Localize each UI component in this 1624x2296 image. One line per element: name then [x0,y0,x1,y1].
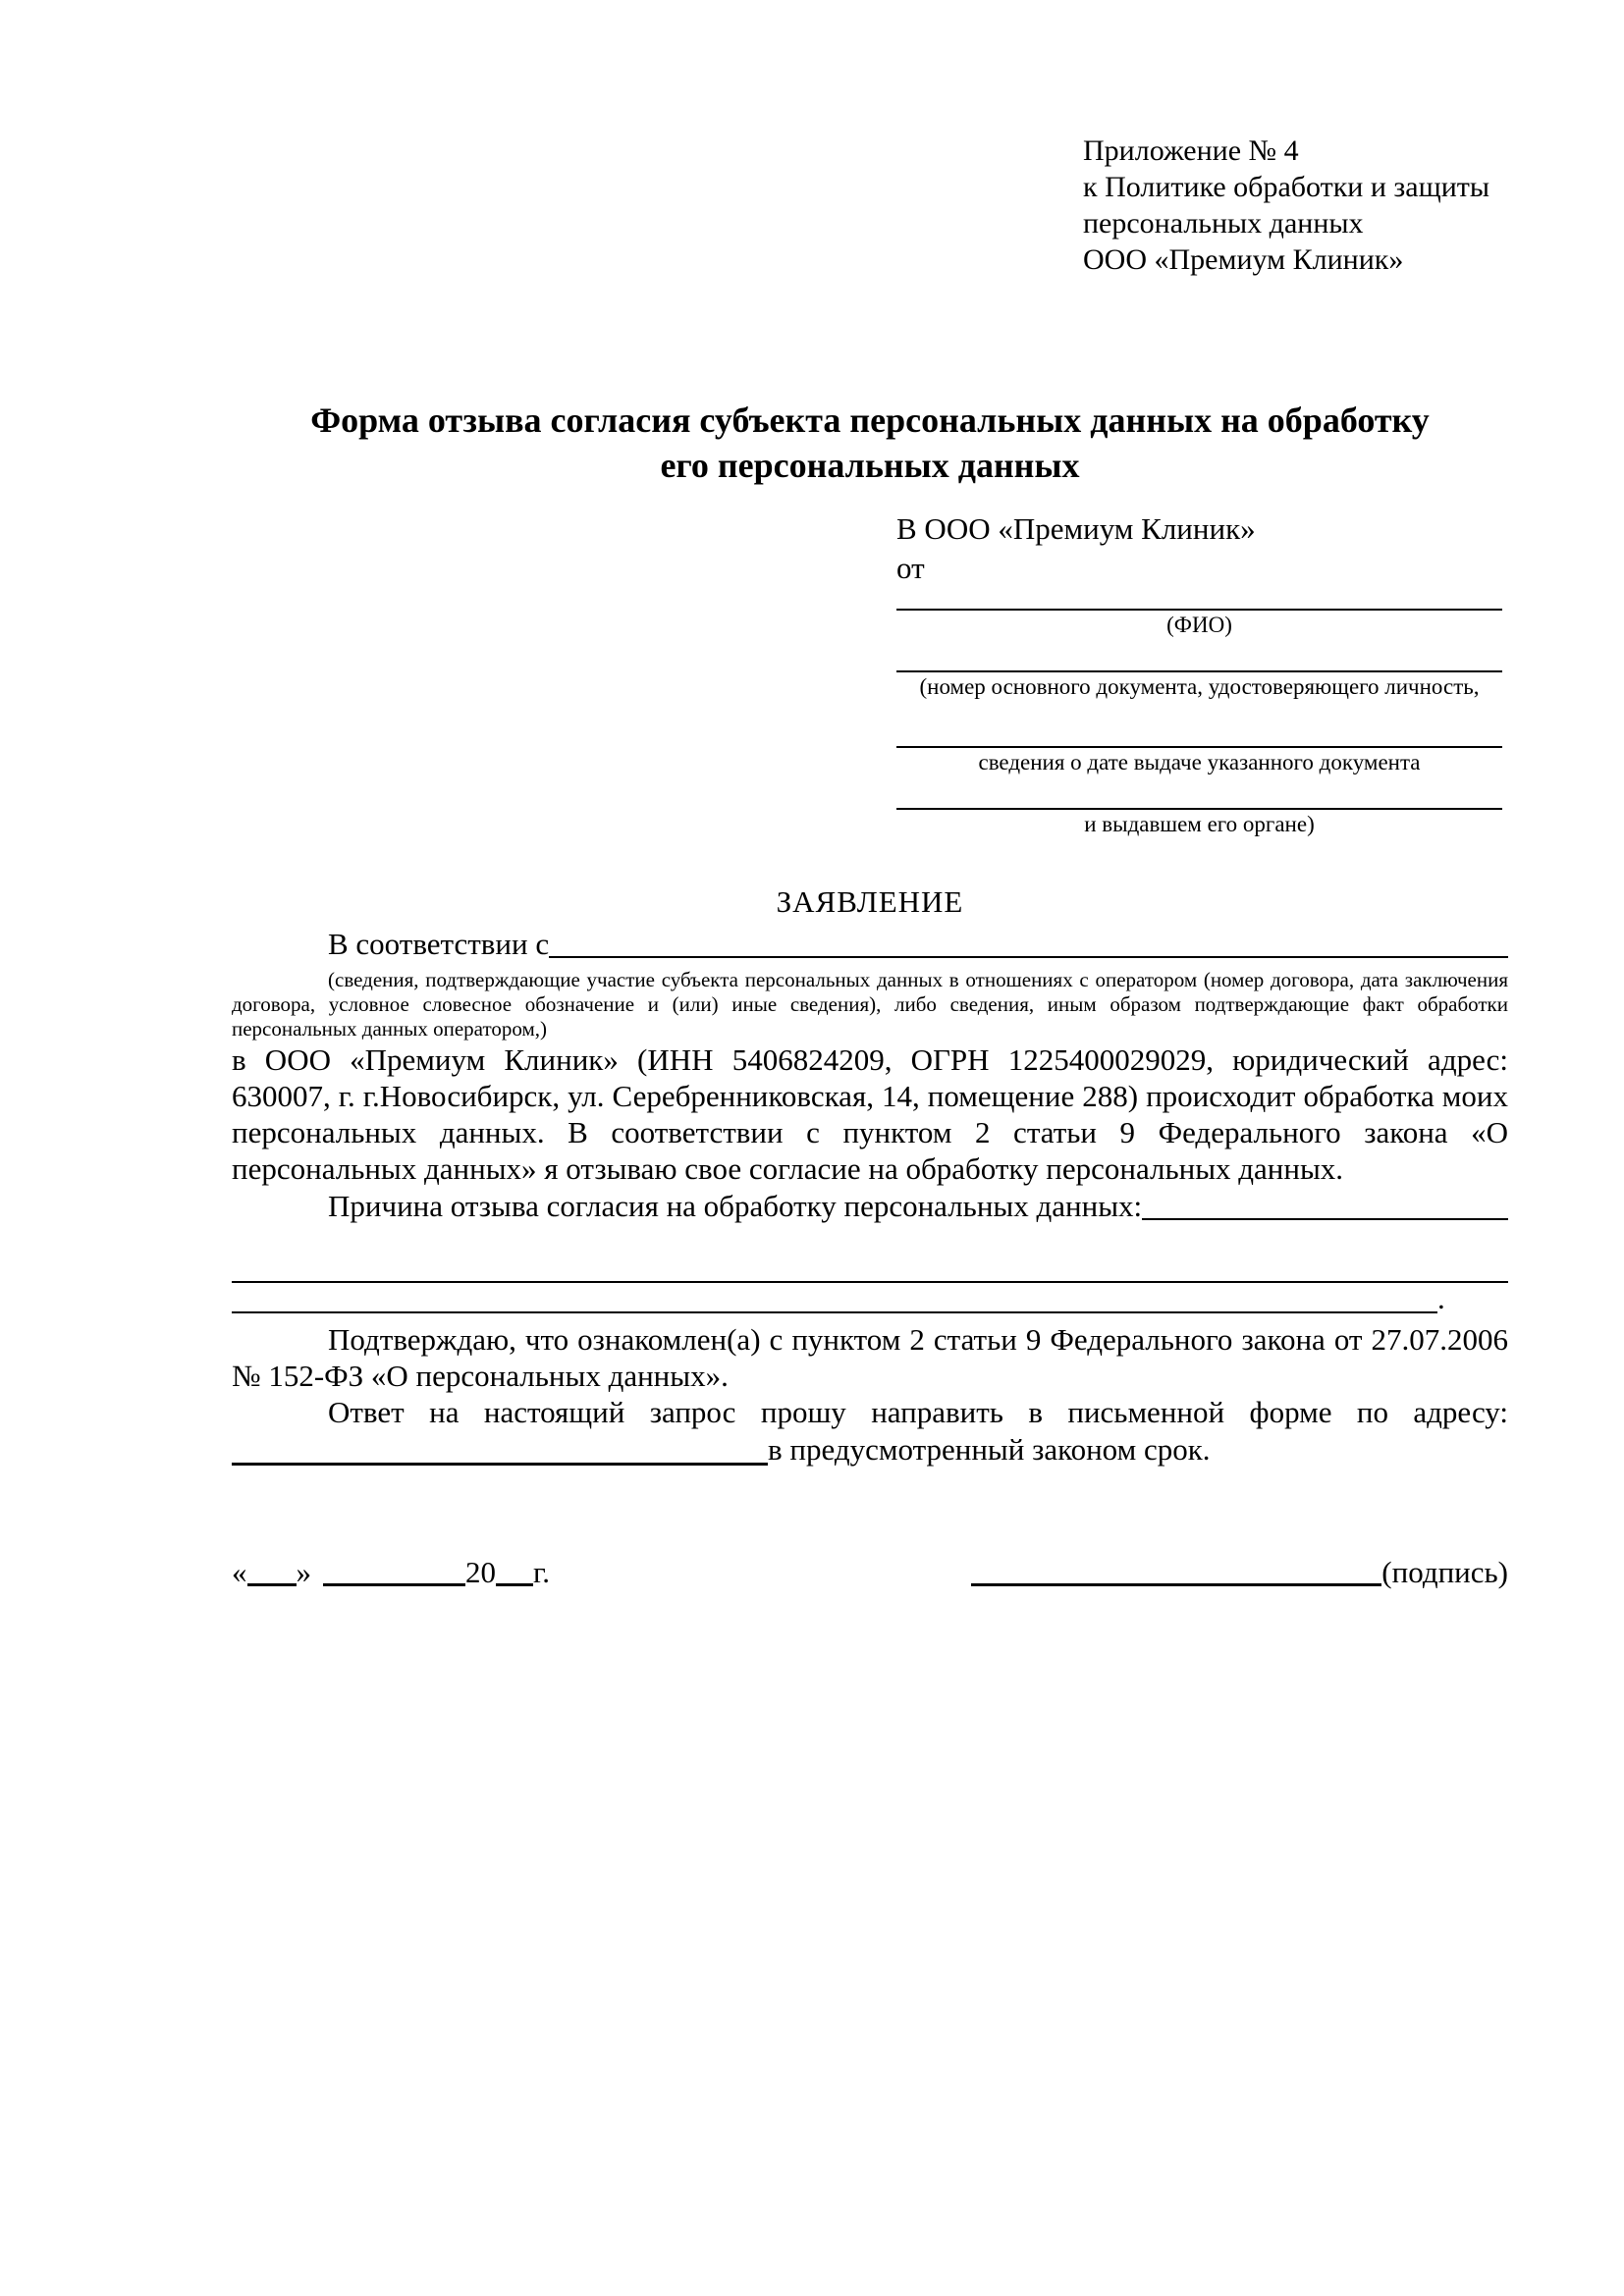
issue-date-field-caption: сведения о дате выдаче указанного документа [978,750,1421,774]
year-prefix: 20 [465,1555,496,1589]
date-field [232,1553,550,1592]
issuing-authority-field-caption: и выдавшем его органе) [1084,812,1315,836]
basis-fine-print: (сведения, подтверждающие участие субъекта персональных данных в отношениях с оператором (номер договора, дата заключения договора, условное словесное обозначение и (или) иные сведения), либо сведения, иным образом подтверждающие факт обработки персональных данных оператором,) [232,968,1508,1041]
reason-extra-field-line-2-rule [232,1283,1437,1313]
appendix-policy-line: к Политике обработки и защиты [1083,171,1490,203]
address-field-line [232,1430,768,1466]
page-title-line2: его персональных данных [660,446,1080,485]
appendix-company: ООО «Премиум Клиник» [1083,243,1404,276]
signature-caption: (подпись) [1381,1555,1508,1589]
reason-extra-field-line-2 [232,1283,1508,1313]
issue-date-field-line [896,700,1502,748]
reply-suffix: в предусмотренный законом срок. [768,1432,1211,1467]
signature-date-row [232,1553,1508,1592]
date-quote-close: » [296,1555,311,1589]
reason-extra-field-line-1 [232,1226,1508,1283]
addressee-to: В ООО «Премиум Клиник» [896,511,1256,546]
appendix-header [1083,133,1508,278]
year-suffix: г. [533,1555,550,1589]
signature-line [971,1583,1381,1586]
addressee-block [896,509,1502,837]
document-number-field-caption: (номер основного документа, удостоверяющего личность, [919,674,1480,699]
appendix-policy-line2: персональных данных [1083,207,1364,240]
confirmation-paragraph: Подтверждаю, что ознакомлен(а) с пунктом 2 статьи 9 Федерального закона от 27.07.2006 № 152-ФЗ «О персональных данных». [232,1322,1508,1393]
reason-label: Причина отзыва согласия на обработку персональных данных: [328,1189,1143,1223]
basis-label: В соответствии с [328,927,550,961]
basis-field-line [549,925,1508,958]
fio-field-caption: (ФИО) [1166,613,1232,637]
date-quote-open: « [232,1555,247,1589]
signature-field [971,1553,1508,1592]
issuing-authority-field-line [896,775,1502,810]
reply-paragraph: Ответ на настоящий запрос прошу направить в письменной форме по адресу: [328,1395,1508,1429]
addressee-from: от [896,551,925,585]
month-field-line [323,1583,465,1586]
document-number-field-line [896,638,1502,672]
reason-row [232,1187,1508,1226]
statement-heading: ЗАЯВЛЕНИЕ [776,884,964,919]
day-field-line [247,1583,297,1586]
statement-body: в ООО «Премиум Клиник» (ИНН 5406824209, ОГРН 1225400029029, юридический адрес: 630007, г. г.Новосибирск, ул. Серебренниковская, 14, помещение 288) происходит обработка моих персональных данных. В соответствии с пунктом 2 статьи 9 Федерального закона «О персональных данных» я отзываю свое согласие на обработку персональных данных. [232,1042,1508,1186]
sentence-period: . [1437,1281,1445,1315]
reply-address-row [232,1430,1508,1469]
year-field-line [496,1583,533,1586]
reason-field-line [1142,1187,1508,1220]
fio-field-line [896,588,1502,611]
appendix-number: Приложение № 4 [1083,134,1299,167]
basis-row [232,925,1508,964]
page-title-line1: Форма отзыва согласия субъекта персональных данных на обработку [310,400,1430,440]
page-title [232,398,1508,488]
